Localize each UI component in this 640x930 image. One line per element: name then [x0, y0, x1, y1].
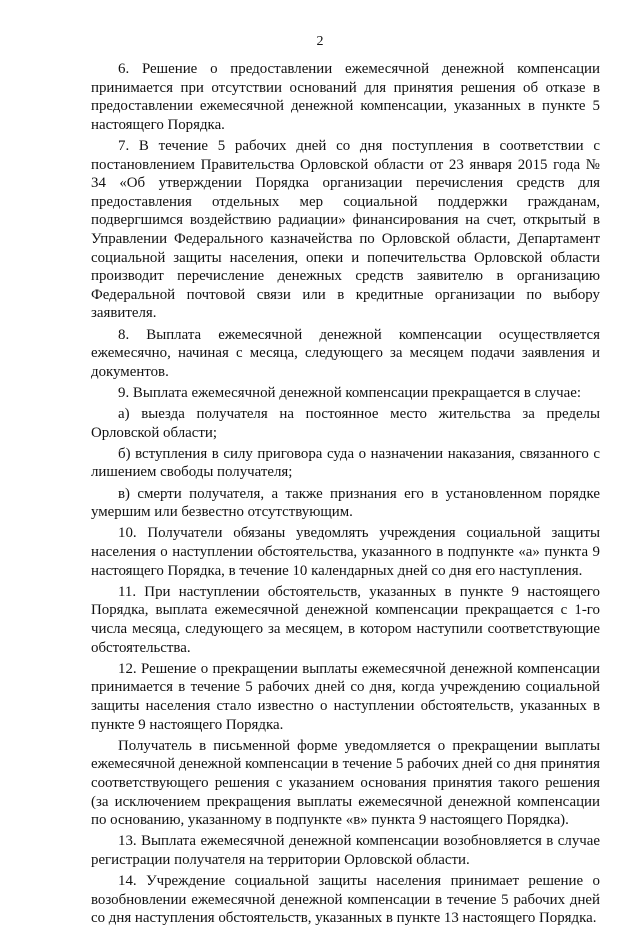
- paragraph-8: 8. Выплата ежемесячной денежной компенсации осуществляется ежемесячно, начиная с месяца, следующего за месяцем подачи заявления и документов.: [91, 326, 600, 380]
- paragraph-12-notice: Получатель в письменной форме уведомляется о прекращении выплаты ежемесячной денежной компенсации в течение 5 рабочих дней со дня принятия соответствующего решения с указанием основания принятия такого решения (за исключением прекращения выплаты ежемесячной денежной компенсации по основанию, указанному в подпункте «в» пункта 9 настоящего Порядка).: [91, 737, 600, 829]
- paragraph-9b: б) вступления в силу приговора суда о назначении наказания, связанного с лишением свободы получателя;: [91, 445, 600, 481]
- paragraph-7: 7. В течение 5 рабочих дней со дня поступления в соответствии с постановлением Правительства Орловской области от 23 января 2015 года № 34 «Об утверждении Порядка организации перечисления средств для предоставления отдельных мер социальной поддержки гражданам, подвергшимся воздействию радиации» финансирования на счет, открытый в Управлении Федерального казначейства по Орловской области, Департамент социальной защиты населения, опеки и попечительства Орловской области производит перечисление денежных средств заявителю в организацию Федеральной почтовой связи или в кредитные организации по выбору заявителя.: [91, 137, 600, 322]
- paragraph-13: 13. Выплата ежемесячной денежной компенсации возобновляется в случае регистрации получателя на территории Орловской области.: [91, 833, 600, 868]
- page-number: 2: [316, 34, 324, 49]
- paragraph-6: 6. Решение о предоставлении ежемесячной денежной компенсации принимается при отсутствии оснований для принятия решения об отказе в предоставлении ежемесячной денежной компенсации, указанных в пункте 5 настоящего Порядка.: [91, 61, 600, 133]
- paragraph-14: 14. Учреждение социальной защиты населения принимает решение о возобновлении ежемесячной денежной компенсации в течение 5 рабочих дней со дня наступления обстоятельств, указанных в пункте 13 настоящего Порядка.: [91, 873, 600, 927]
- paragraph-9a: а) выезда получателя на постоянное место жительства за пределы Орловской области;: [91, 406, 600, 441]
- paragraph-11: 11. При наступлении обстоятельств, указанных в пункте 9 настоящего Порядка, выплата ежемесячной денежной компенсации прекращается с 1-го числа месяца, следующего за месяцем, в котором наступили соответствующие обстоятельства.: [91, 583, 600, 656]
- paragraph-9: 9. Выплата ежемесячной денежной компенсации прекращается в случае:: [118, 384, 581, 401]
- paragraph-12: 12. Решение о прекращении выплаты ежемесячной денежной компенсации принимается в течение 5 рабочих дней со дня, когда учреждению социальной защиты населения стало известно о наступлении обстоятельств, указанных в пункте 9 настоящего Порядка.: [91, 660, 600, 733]
- document-body: [91, 60, 600, 930]
- paragraph-10: 10. Получатели обязаны уведомлять учреждения социальной защиты населения о наступлении обстоятельства, указанного в подпункте «а» пункта 9 настоящего Порядка, в течение 10 календарных дней со дня его наступления.: [91, 525, 600, 579]
- paragraph-9c: в) смерти получателя, а также признания его в установленном порядке умершим или безвестно отсутствующим.: [91, 485, 600, 521]
